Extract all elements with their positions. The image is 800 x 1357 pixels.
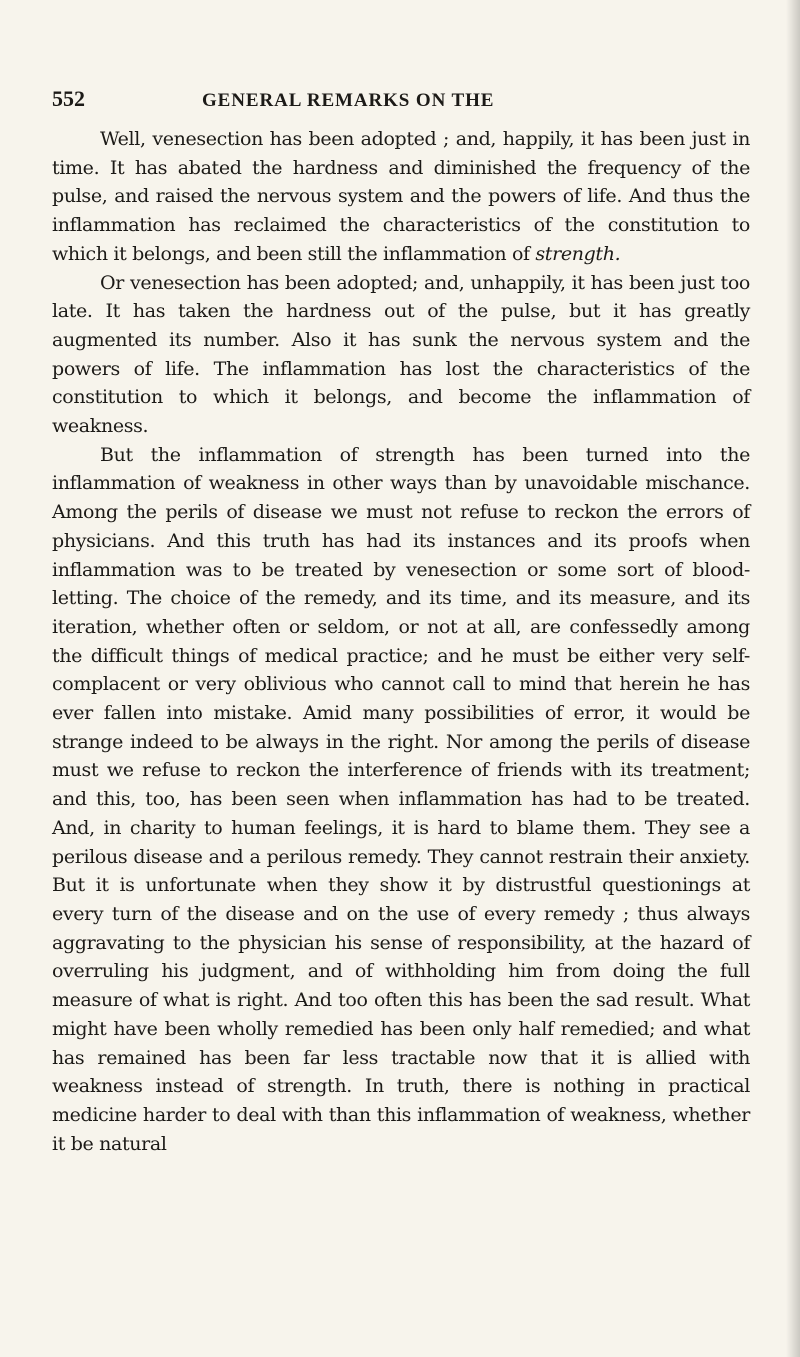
- page-number: 552: [52, 86, 85, 111]
- book-page: [52, 86, 750, 1158]
- paragraph-3: But the inflammation of strength has been turned into the inflammation of weakness in other ways than by unavoidable mischance. Among the perils of disease we must not refuse to reckon the errors of physicians. And this truth has had its instances and its proofs when inflammation was to be treated by venesection or some sort of blood-letting. The choice of the remedy, and its time, and its measure, and its iteration, whether often or seldom, or not at all, are confessedly among the difficult things of medical practice; and he must be either very self-complacent or very oblivious who cannot call to mind that herein he has ever fallen into mistake. Amid many possibilities of error, it would be strange indeed to be always in the right. Nor among the perils of disease must we refuse to reckon the interference of friends with its treatment; and this, too, has been seen when inflammation has had to be treated. And, in charity to human feelings, it is hard to blame them. They see a perilous disease and a perilous remedy. They cannot restrain their anxiety. But it is unfortunate when they show it by distrustful questionings at every turn of the disease and on the use of every remedy ; thus always aggravating to the physician his sense of responsibility, at the hazard of overruling his judgment, and of withholding him from doing the full measure of what is right. And too often this has been the sad result. What might have been wholly remedied has been only half remedied; and what has remained has been far less tractable now that it is allied with weakness instead of strength. In truth, there is nothing in practical medicine harder to deal with than this inflammation of weakness, whether it be natural: [52, 443, 750, 1155]
- body-text: [52, 125, 750, 1158]
- page-edge-shadow: [786, 0, 800, 1357]
- paragraph-1: [52, 125, 750, 269]
- page-header: [52, 86, 750, 112]
- running-head: GENERAL REMARKS ON THE: [202, 90, 495, 111]
- paragraph-1-text: Well, venesection has been adopted ; and, happily, it has been just in time. It has abated the hardness and diminished the frequency of the pulse, and raised the nervous system and the powers of life. And thus the inflammation has reclaimed the characteristics of the constitution to which it belongs, and been still the inflammation of: [52, 128, 750, 265]
- paragraph-1-emphasis: strength.: [535, 242, 621, 265]
- paragraph-2: Or venesection has been adopted; and, unhappily, it has been just too late. It has taken the hardness out of the pulse, but it has greatly augmented its number. Also it has sunk the nervous system and the powers of life. The inflammation has lost the characteristics of the constitution to which it belongs, and become the inflammation of weakness.: [52, 271, 750, 438]
